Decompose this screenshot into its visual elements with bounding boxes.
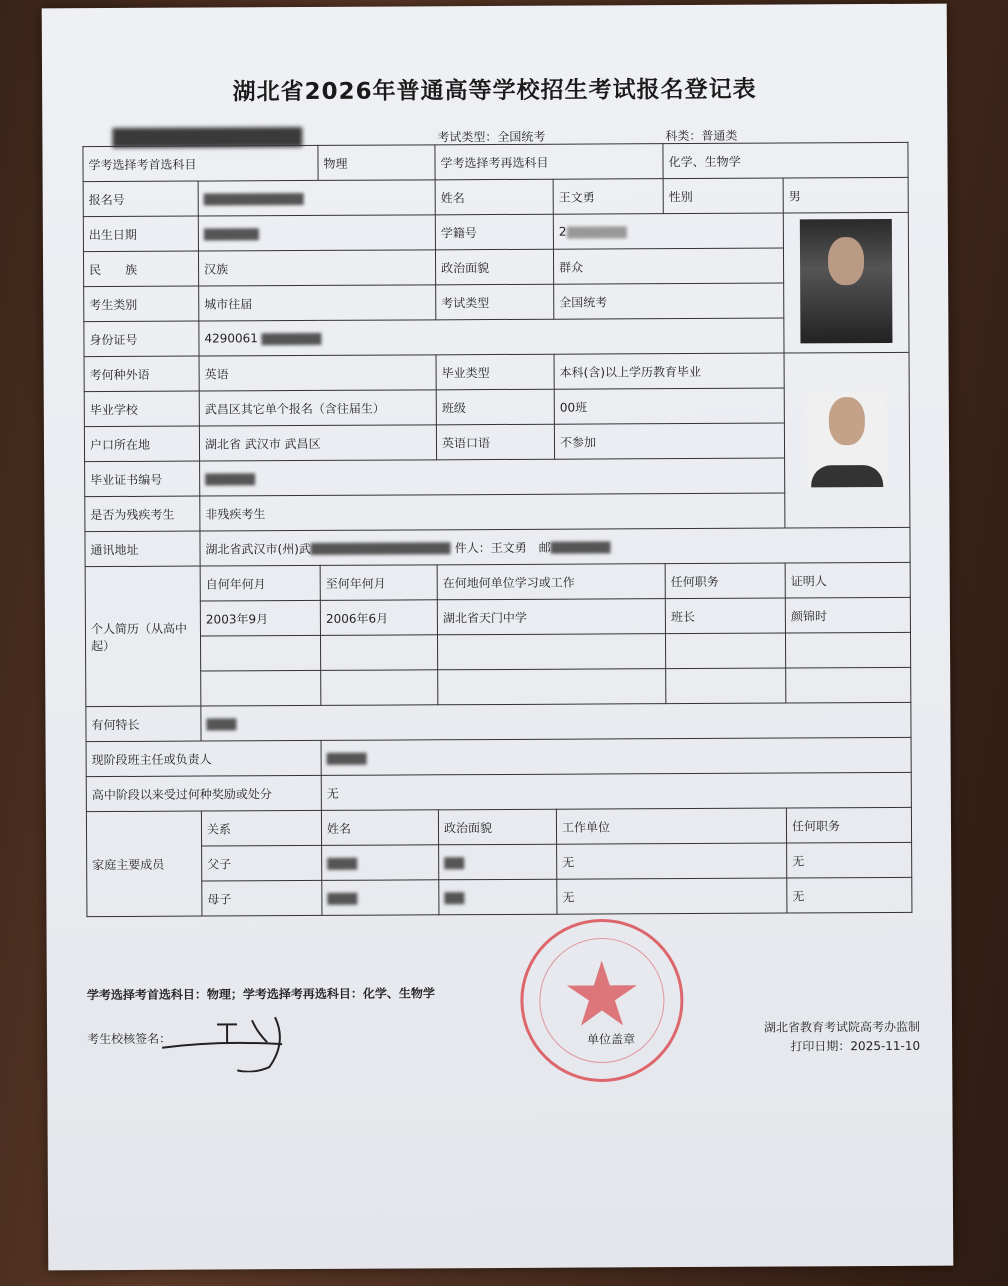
subjects-summary: 学考选择考首选科目：物理；学考选择考再选科目：化学、生物学 [86, 986, 435, 1003]
label: 现阶段班主任或负责人 [86, 740, 321, 776]
value [553, 213, 783, 249]
label: 个人简历（从高中起） [85, 566, 201, 707]
value: 不参加 [554, 423, 784, 459]
value: 00班 [554, 388, 784, 424]
label: 考何种外语 [84, 356, 199, 392]
label: 报名号 [83, 181, 198, 217]
official-seal [516, 915, 687, 1086]
value: 英语 [199, 355, 436, 391]
redacted-cell [439, 844, 557, 880]
exam-type-header: 考试类型：全国统考 [437, 129, 546, 145]
id-number: 4290061 [204, 331, 258, 346]
value: 汉族 [198, 250, 435, 286]
cell: 无 [787, 877, 912, 913]
resume-row [85, 597, 910, 636]
signature [157, 1012, 297, 1073]
family-header: 关系 [201, 810, 321, 846]
value: 无 [321, 772, 911, 810]
form-table [82, 142, 912, 917]
value: 化学、生物学 [663, 142, 908, 178]
photo-2 [784, 352, 910, 528]
label: 出生日期 [83, 216, 198, 252]
resume-row [86, 667, 911, 706]
label: 毕业类型 [436, 354, 554, 390]
value: 武昌区其它单个报名（含往届生） [199, 390, 436, 426]
label: 民 族 [83, 251, 198, 287]
cell: 2003年9月 [200, 600, 320, 636]
label: 班级 [436, 389, 554, 425]
value: 群众 [553, 248, 783, 284]
label: 户口所在地 [84, 426, 199, 462]
family-header: 姓名 [321, 810, 438, 846]
address: 湖北省武汉市(州)武 [205, 541, 311, 557]
cell: 颜锦时 [785, 597, 910, 633]
label: 学考选择考再选科目 [435, 144, 663, 180]
label: 毕业学校 [84, 391, 199, 427]
label: 政治面貌 [435, 249, 553, 285]
value [200, 527, 910, 566]
label: 英语口语 [436, 424, 554, 460]
label: 毕业证书编号 [85, 461, 200, 497]
family-header: 政治面貌 [438, 809, 556, 845]
cell: 班长 [665, 598, 785, 634]
family-header: 工作单位 [556, 808, 786, 844]
seal-label: 单位盖章 [587, 1032, 636, 1047]
family-header: 任何职务 [786, 807, 911, 843]
resume-header: 任何职务 [665, 563, 785, 599]
redacted-value [201, 702, 911, 741]
label: 姓名 [435, 179, 553, 215]
value: 全国统考 [554, 283, 784, 319]
redacted-value [200, 458, 785, 496]
cell: 父子 [202, 845, 322, 881]
label: 性别 [663, 178, 783, 214]
value: 男 [783, 177, 908, 213]
resume-row [85, 632, 910, 671]
family-row [87, 877, 912, 916]
value: 非残疾考生 [200, 493, 785, 531]
registration-form [42, 4, 954, 1271]
value: 湖北省 武汉市 武昌区 [199, 425, 436, 461]
cell: 2006年6月 [320, 600, 437, 636]
value: 物理 [318, 145, 435, 181]
cell: 无 [557, 878, 787, 914]
redacted-cell [322, 880, 439, 916]
value: 王文勇 [553, 179, 663, 215]
label: 考试类型 [436, 284, 554, 320]
resume-header: 在何地何单位学习或工作 [437, 564, 665, 600]
label: 是否为残疾考生 [85, 496, 200, 532]
redacted-value [321, 737, 911, 775]
label: 考生类别 [84, 286, 199, 322]
family-row [87, 842, 912, 881]
cell: 无 [557, 843, 787, 879]
sign-label: 考生校核签名： [87, 1031, 172, 1047]
resume-header: 证明人 [785, 562, 910, 598]
redacted-cell [322, 845, 439, 881]
resume-header: 自何年何月 [200, 565, 320, 601]
form-title: 湖北省2026年普通高等学校招生考试报名登记表 [232, 76, 757, 106]
supervisor: 湖北省教育考试院高考办监制 [763, 1019, 921, 1035]
resume-header: 至何年何月 [320, 565, 437, 601]
print-date: 打印日期：2025-11-10 [790, 1038, 921, 1054]
label: 学考选择考首选科目 [83, 145, 318, 181]
subject-type-header: 科类：普通类 [665, 128, 738, 144]
cell: 母子 [202, 880, 322, 916]
label: 高中阶段以来受过何种奖励或处分 [86, 775, 321, 811]
label: 家庭主要成员 [86, 811, 202, 917]
label: 学籍号 [435, 214, 553, 250]
label: 通讯地址 [85, 531, 200, 567]
redacted-value [198, 180, 435, 216]
redacted-value [198, 215, 435, 251]
label: 身份证号 [84, 321, 199, 357]
redacted-cell [439, 879, 557, 915]
recipient: 件人：王文勇 邮 [454, 540, 551, 555]
student-no: 2 [558, 224, 567, 239]
value: 本科(含)以上学历教育毕业 [554, 353, 784, 389]
cell: 湖北省天门中学 [437, 599, 665, 635]
cell: 无 [787, 842, 912, 878]
label: 有何特长 [86, 706, 201, 742]
value: 城市往届 [199, 285, 436, 321]
photo-1 [783, 212, 909, 353]
value [199, 318, 784, 356]
